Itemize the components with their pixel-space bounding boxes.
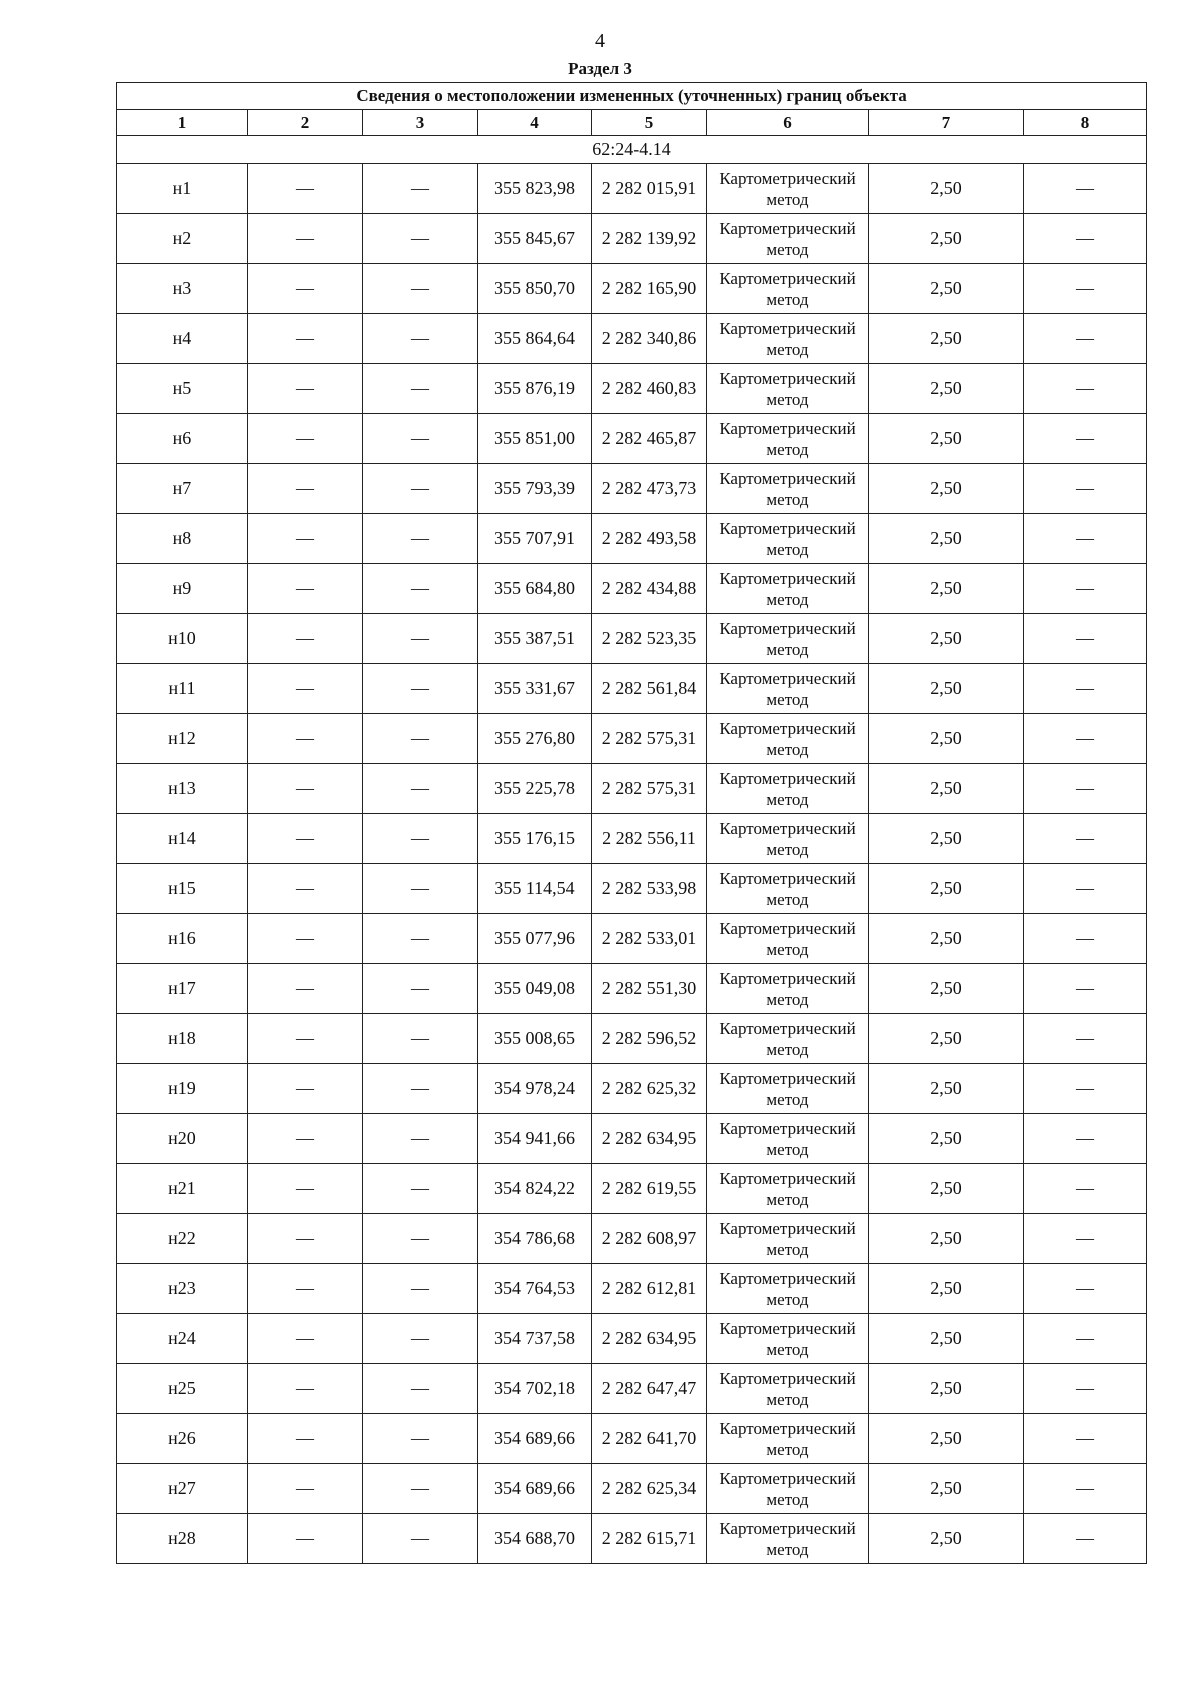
empty-value-cell: —: [1024, 1014, 1147, 1064]
y-coordinate-cell: 2 282 634,95: [592, 1114, 707, 1164]
method-cell: Картометрический метод: [707, 414, 869, 464]
empty-value-cell: —: [248, 864, 363, 914]
boundary-coordinates-table: [116, 82, 1147, 1564]
empty-value-cell: —: [363, 664, 478, 714]
table-row: [117, 814, 1147, 864]
point-number-cell: н4: [117, 314, 248, 364]
y-coordinate-cell: 2 282 473,73: [592, 464, 707, 514]
accuracy-cell: 2,50: [869, 1114, 1024, 1164]
y-coordinate-cell: 2 282 465,87: [592, 414, 707, 464]
point-number-cell: н9: [117, 564, 248, 614]
accuracy-cell: 2,50: [869, 264, 1024, 314]
empty-value-cell: —: [248, 1214, 363, 1264]
empty-value-cell: —: [1024, 464, 1147, 514]
empty-value-cell: —: [248, 364, 363, 414]
empty-value-cell: —: [248, 314, 363, 364]
empty-value-cell: —: [363, 614, 478, 664]
y-coordinate-cell: 2 282 434,88: [592, 564, 707, 614]
accuracy-cell: 2,50: [869, 364, 1024, 414]
column-number-row: [117, 110, 1147, 136]
empty-value-cell: —: [248, 964, 363, 1014]
y-coordinate-cell: 2 282 615,71: [592, 1514, 707, 1564]
y-coordinate-cell: 2 282 575,31: [592, 714, 707, 764]
table-row: [117, 1214, 1147, 1264]
column-number: 8: [1024, 110, 1147, 136]
empty-value-cell: —: [363, 1514, 478, 1564]
method-cell: Картометрический метод: [707, 964, 869, 1014]
y-coordinate-cell: 2 282 139,92: [592, 214, 707, 264]
empty-value-cell: —: [1024, 1164, 1147, 1214]
empty-value-cell: —: [248, 214, 363, 264]
x-coordinate-cell: 355 684,80: [478, 564, 592, 614]
method-cell: Картометрический метод: [707, 714, 869, 764]
y-coordinate-cell: 2 282 641,70: [592, 1414, 707, 1464]
empty-value-cell: —: [1024, 614, 1147, 664]
accuracy-cell: 2,50: [869, 614, 1024, 664]
accuracy-cell: 2,50: [869, 714, 1024, 764]
point-number-cell: н6: [117, 414, 248, 464]
table-row: [117, 1314, 1147, 1364]
empty-value-cell: —: [363, 164, 478, 214]
accuracy-cell: 2,50: [869, 164, 1024, 214]
point-number-cell: н7: [117, 464, 248, 514]
y-coordinate-cell: 2 282 625,34: [592, 1464, 707, 1514]
table-row: [117, 614, 1147, 664]
method-cell: Картометрический метод: [707, 914, 869, 964]
x-coordinate-cell: 354 978,24: [478, 1064, 592, 1114]
table-row: [117, 1164, 1147, 1214]
accuracy-cell: 2,50: [869, 1514, 1024, 1564]
table-row: [117, 1414, 1147, 1464]
table-row: [117, 1514, 1147, 1564]
y-coordinate-cell: 2 282 551,30: [592, 964, 707, 1014]
empty-value-cell: —: [248, 764, 363, 814]
empty-value-cell: —: [1024, 264, 1147, 314]
empty-value-cell: —: [363, 564, 478, 614]
table-row: [117, 414, 1147, 464]
empty-value-cell: —: [363, 214, 478, 264]
accuracy-cell: 2,50: [869, 914, 1024, 964]
table-row: [117, 1364, 1147, 1414]
x-coordinate-cell: 355 823,98: [478, 164, 592, 214]
method-cell: Картометрический метод: [707, 214, 869, 264]
empty-value-cell: —: [248, 464, 363, 514]
y-coordinate-cell: 2 282 340,86: [592, 314, 707, 364]
point-number-cell: н22: [117, 1214, 248, 1264]
empty-value-cell: —: [1024, 1414, 1147, 1464]
point-number-cell: н27: [117, 1464, 248, 1514]
empty-value-cell: —: [248, 1264, 363, 1314]
accuracy-cell: 2,50: [869, 464, 1024, 514]
point-number-cell: н23: [117, 1264, 248, 1314]
method-cell: Картометрический метод: [707, 1464, 869, 1514]
point-number-cell: н3: [117, 264, 248, 314]
point-number-cell: н13: [117, 764, 248, 814]
empty-value-cell: —: [1024, 314, 1147, 364]
point-number-cell: н12: [117, 714, 248, 764]
empty-value-cell: —: [1024, 1064, 1147, 1114]
empty-value-cell: —: [248, 1464, 363, 1514]
empty-value-cell: —: [1024, 164, 1147, 214]
table-row: [117, 1064, 1147, 1114]
x-coordinate-cell: 354 764,53: [478, 1264, 592, 1314]
empty-value-cell: —: [363, 264, 478, 314]
x-coordinate-cell: 354 737,58: [478, 1314, 592, 1364]
table-row: [117, 564, 1147, 614]
section-title: Раздел 3: [568, 59, 632, 78]
empty-value-cell: —: [363, 364, 478, 414]
column-number: 2: [248, 110, 363, 136]
x-coordinate-cell: 355 225,78: [478, 764, 592, 814]
x-coordinate-cell: 355 707,91: [478, 514, 592, 564]
page-number: 4: [595, 30, 605, 52]
y-coordinate-cell: 2 282 608,97: [592, 1214, 707, 1264]
method-cell: Картометрический метод: [707, 1214, 869, 1264]
empty-value-cell: —: [1024, 214, 1147, 264]
accuracy-cell: 2,50: [869, 564, 1024, 614]
table-row: [117, 1114, 1147, 1164]
accuracy-cell: 2,50: [869, 664, 1024, 714]
accuracy-cell: 2,50: [869, 414, 1024, 464]
empty-value-cell: —: [1024, 1514, 1147, 1564]
empty-value-cell: —: [363, 914, 478, 964]
point-number-cell: н25: [117, 1364, 248, 1414]
x-coordinate-cell: 355 114,54: [478, 864, 592, 914]
table-row: [117, 1264, 1147, 1314]
accuracy-cell: 2,50: [869, 214, 1024, 264]
table-row: [117, 764, 1147, 814]
empty-value-cell: —: [363, 1364, 478, 1414]
empty-value-cell: —: [1024, 1364, 1147, 1414]
empty-value-cell: —: [363, 314, 478, 364]
empty-value-cell: —: [1024, 514, 1147, 564]
y-coordinate-cell: 2 282 165,90: [592, 264, 707, 314]
method-cell: Картометрический метод: [707, 664, 869, 714]
empty-value-cell: —: [1024, 864, 1147, 914]
column-number: 7: [869, 110, 1024, 136]
point-number-cell: н15: [117, 864, 248, 914]
column-number: 6: [707, 110, 869, 136]
accuracy-cell: 2,50: [869, 1314, 1024, 1364]
method-cell: Картометрический метод: [707, 764, 869, 814]
empty-value-cell: —: [1024, 914, 1147, 964]
table-row: [117, 164, 1147, 214]
point-number-cell: н16: [117, 914, 248, 964]
x-coordinate-cell: 355 176,15: [478, 814, 592, 864]
accuracy-cell: 2,50: [869, 1214, 1024, 1264]
x-coordinate-cell: 355 876,19: [478, 364, 592, 414]
x-coordinate-cell: 355 276,80: [478, 714, 592, 764]
empty-value-cell: —: [1024, 1214, 1147, 1264]
empty-value-cell: —: [248, 714, 363, 764]
accuracy-cell: 2,50: [869, 864, 1024, 914]
x-coordinate-cell: 355 793,39: [478, 464, 592, 514]
method-cell: Картометрический метод: [707, 464, 869, 514]
accuracy-cell: 2,50: [869, 1364, 1024, 1414]
empty-value-cell: —: [1024, 1464, 1147, 1514]
table-row: [117, 314, 1147, 364]
empty-value-cell: —: [248, 914, 363, 964]
accuracy-cell: 2,50: [869, 1264, 1024, 1314]
point-number-cell: н5: [117, 364, 248, 414]
empty-value-cell: —: [248, 264, 363, 314]
empty-value-cell: —: [363, 764, 478, 814]
point-number-cell: н20: [117, 1114, 248, 1164]
x-coordinate-cell: 354 688,70: [478, 1514, 592, 1564]
y-coordinate-cell: 2 282 533,98: [592, 864, 707, 914]
empty-value-cell: —: [248, 1014, 363, 1064]
empty-value-cell: —: [363, 1114, 478, 1164]
empty-value-cell: —: [1024, 764, 1147, 814]
y-coordinate-cell: 2 282 556,11: [592, 814, 707, 864]
method-cell: Картометрический метод: [707, 1064, 869, 1114]
empty-value-cell: —: [248, 564, 363, 614]
column-number: 3: [363, 110, 478, 136]
empty-value-cell: —: [248, 1364, 363, 1414]
empty-value-cell: —: [1024, 1264, 1147, 1314]
method-cell: Картометрический метод: [707, 514, 869, 564]
y-coordinate-cell: 2 282 561,84: [592, 664, 707, 714]
accuracy-cell: 2,50: [869, 314, 1024, 364]
point-number-cell: н28: [117, 1514, 248, 1564]
empty-value-cell: —: [1024, 964, 1147, 1014]
empty-value-cell: —: [363, 414, 478, 464]
empty-value-cell: —: [1024, 664, 1147, 714]
x-coordinate-cell: 355 851,00: [478, 414, 592, 464]
empty-value-cell: —: [1024, 364, 1147, 414]
point-number-cell: н17: [117, 964, 248, 1014]
point-number-cell: н2: [117, 214, 248, 264]
accuracy-cell: 2,50: [869, 964, 1024, 1014]
y-coordinate-cell: 2 282 575,31: [592, 764, 707, 814]
x-coordinate-cell: 355 077,96: [478, 914, 592, 964]
accuracy-cell: 2,50: [869, 814, 1024, 864]
empty-value-cell: —: [363, 1314, 478, 1364]
column-number: 1: [117, 110, 248, 136]
empty-value-cell: —: [363, 1064, 478, 1114]
x-coordinate-cell: 355 845,67: [478, 214, 592, 264]
accuracy-cell: 2,50: [869, 1464, 1024, 1514]
empty-value-cell: —: [363, 1414, 478, 1464]
empty-value-cell: —: [1024, 414, 1147, 464]
empty-value-cell: —: [248, 1114, 363, 1164]
table-row: [117, 864, 1147, 914]
empty-value-cell: —: [1024, 1114, 1147, 1164]
empty-value-cell: —: [363, 1214, 478, 1264]
table-row: [117, 1014, 1147, 1064]
y-coordinate-cell: 2 282 493,58: [592, 514, 707, 564]
method-cell: Картометрический метод: [707, 1414, 869, 1464]
table-row: [117, 264, 1147, 314]
empty-value-cell: —: [1024, 714, 1147, 764]
column-number: 5: [592, 110, 707, 136]
table-row: [117, 914, 1147, 964]
x-coordinate-cell: 355 850,70: [478, 264, 592, 314]
table-row: [117, 464, 1147, 514]
accuracy-cell: 2,50: [869, 1014, 1024, 1064]
y-coordinate-cell: 2 282 647,47: [592, 1364, 707, 1414]
point-number-cell: н10: [117, 614, 248, 664]
point-number-cell: н14: [117, 814, 248, 864]
x-coordinate-cell: 355 008,65: [478, 1014, 592, 1064]
table-row: [117, 364, 1147, 414]
empty-value-cell: —: [248, 664, 363, 714]
x-coordinate-cell: 355 864,64: [478, 314, 592, 364]
empty-value-cell: —: [363, 464, 478, 514]
accuracy-cell: 2,50: [869, 1064, 1024, 1114]
empty-value-cell: —: [363, 514, 478, 564]
x-coordinate-cell: 355 387,51: [478, 614, 592, 664]
accuracy-cell: 2,50: [869, 514, 1024, 564]
empty-value-cell: —: [363, 1014, 478, 1064]
empty-value-cell: —: [1024, 564, 1147, 614]
empty-value-cell: —: [363, 964, 478, 1014]
x-coordinate-cell: 354 824,22: [478, 1164, 592, 1214]
empty-value-cell: —: [1024, 814, 1147, 864]
empty-value-cell: —: [248, 164, 363, 214]
y-coordinate-cell: 2 282 596,52: [592, 1014, 707, 1064]
table-row: [117, 514, 1147, 564]
y-coordinate-cell: 2 282 634,95: [592, 1314, 707, 1364]
y-coordinate-cell: 2 282 015,91: [592, 164, 707, 214]
point-number-cell: н19: [117, 1064, 248, 1114]
y-coordinate-cell: 2 282 612,81: [592, 1264, 707, 1314]
column-number: 4: [478, 110, 592, 136]
y-coordinate-cell: 2 282 523,35: [592, 614, 707, 664]
table-row: [117, 714, 1147, 764]
empty-value-cell: —: [248, 814, 363, 864]
accuracy-cell: 2,50: [869, 1414, 1024, 1464]
method-cell: Картометрический метод: [707, 1164, 869, 1214]
x-coordinate-cell: 355 331,67: [478, 664, 592, 714]
empty-value-cell: —: [248, 414, 363, 464]
method-cell: Картометрический метод: [707, 614, 869, 664]
method-cell: Картометрический метод: [707, 164, 869, 214]
method-cell: Картометрический метод: [707, 364, 869, 414]
empty-value-cell: —: [248, 1414, 363, 1464]
method-cell: Картометрический метод: [707, 264, 869, 314]
point-number-cell: н24: [117, 1314, 248, 1364]
object-id: 62:24-4.14: [117, 136, 1147, 164]
y-coordinate-cell: 2 282 619,55: [592, 1164, 707, 1214]
method-cell: Картометрический метод: [707, 1514, 869, 1564]
accuracy-cell: 2,50: [869, 764, 1024, 814]
empty-value-cell: —: [363, 864, 478, 914]
y-coordinate-cell: 2 282 533,01: [592, 914, 707, 964]
x-coordinate-cell: 354 689,66: [478, 1464, 592, 1514]
method-cell: Картометрический метод: [707, 814, 869, 864]
point-number-cell: н21: [117, 1164, 248, 1214]
y-coordinate-cell: 2 282 625,32: [592, 1064, 707, 1114]
x-coordinate-cell: 354 689,66: [478, 1414, 592, 1464]
method-cell: Картометрический метод: [707, 1364, 869, 1414]
y-coordinate-cell: 2 282 460,83: [592, 364, 707, 414]
point-number-cell: н18: [117, 1014, 248, 1064]
empty-value-cell: —: [248, 1064, 363, 1114]
point-number-cell: н26: [117, 1414, 248, 1464]
empty-value-cell: —: [248, 614, 363, 664]
method-cell: Картометрический метод: [707, 564, 869, 614]
method-cell: Картометрический метод: [707, 1114, 869, 1164]
empty-value-cell: —: [248, 1164, 363, 1214]
x-coordinate-cell: 354 702,18: [478, 1364, 592, 1414]
point-number-cell: н8: [117, 514, 248, 564]
accuracy-cell: 2,50: [869, 1164, 1024, 1214]
table-row: [117, 214, 1147, 264]
empty-value-cell: —: [1024, 1314, 1147, 1364]
empty-value-cell: —: [248, 1314, 363, 1364]
point-number-cell: н11: [117, 664, 248, 714]
empty-value-cell: —: [248, 1514, 363, 1564]
empty-value-cell: —: [363, 714, 478, 764]
method-cell: Картометрический метод: [707, 314, 869, 364]
table-row: [117, 664, 1147, 714]
table-row: [117, 964, 1147, 1014]
x-coordinate-cell: 354 786,68: [478, 1214, 592, 1264]
table-caption: Сведения о местоположении измененных (уточненных) границ объекта: [117, 83, 1147, 110]
empty-value-cell: —: [363, 1264, 478, 1314]
point-number-cell: н1: [117, 164, 248, 214]
empty-value-cell: —: [248, 514, 363, 564]
method-cell: Картометрический метод: [707, 1314, 869, 1364]
empty-value-cell: —: [363, 814, 478, 864]
table-row: [117, 1464, 1147, 1514]
empty-value-cell: —: [363, 1164, 478, 1214]
method-cell: Картометрический метод: [707, 1014, 869, 1064]
method-cell: Картометрический метод: [707, 864, 869, 914]
x-coordinate-cell: 355 049,08: [478, 964, 592, 1014]
x-coordinate-cell: 354 941,66: [478, 1114, 592, 1164]
empty-value-cell: —: [363, 1464, 478, 1514]
method-cell: Картометрический метод: [707, 1264, 869, 1314]
